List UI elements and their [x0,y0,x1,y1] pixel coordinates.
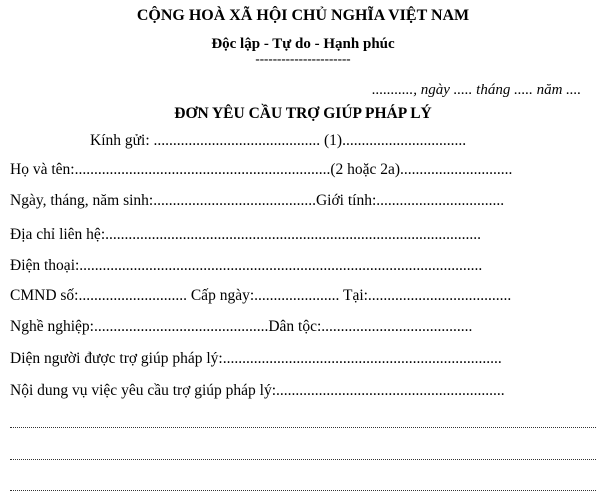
address-line: Địa chỉ liên hệ:................................................................................................. [10,226,481,243]
recipient-line: Kính gửi: ........................................... (1)................................ [90,132,467,149]
id-card-line: CMND số:............................ Cấp ngày:...................... Tại:..................................... [10,287,512,304]
date-line: ..........., ngày ..... tháng ..... năm .... [372,82,582,98]
country-header: CỘNG HOÀ XÃ HỘI CHỦ NGHĨA VIỆT NAM [136,7,470,24]
motto: Độc lập - Tự do - Hạnh phúc [211,36,395,52]
blank-dotted-line [10,490,596,491]
phone-line: Điện thoại:........................................................................................................ [10,257,483,274]
beneficiary-line: Diện người được trợ giúp pháp lý:........................................................................ [10,350,502,367]
blank-dotted-line [10,427,596,428]
document-title: ĐƠN YÊU CẦU TRỢ GIÚP PHÁP LÝ [174,105,432,122]
blank-dotted-line [10,459,596,460]
occupation-ethnicity-line: Nghề nghiệp:.............................................Dân tộc:....................................... [10,318,473,335]
request-content-line: Nội dung vụ việc yêu cầu trợ giúp pháp lý:........................................................... [10,382,505,399]
birth-gender-line: Ngày, tháng, năm sinh:..........................................Giới tính:................................. [10,192,505,209]
motto-separator: ---------------------- [255,51,351,66]
full-name-line: Họ và tên:..................................................................(2 hoặc 2a)............................. [10,161,513,178]
